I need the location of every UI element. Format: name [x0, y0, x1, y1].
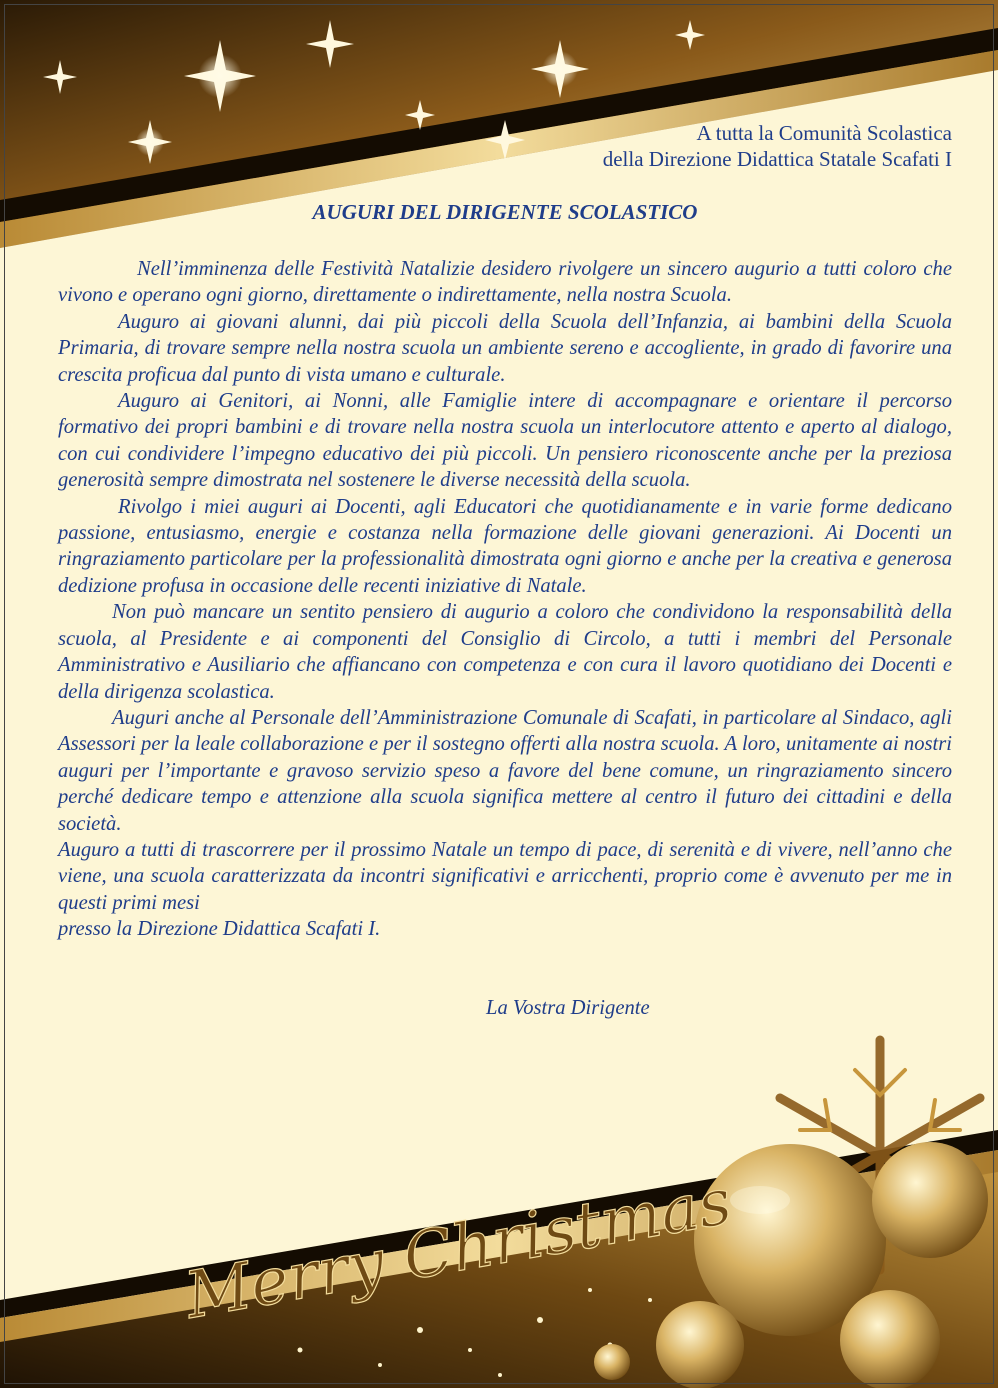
letter-body: [58, 256, 952, 1021]
letter-paragraph: Non può mancare un sentito pensiero di augurio a coloro che condividono la responsabilità della scuola, al Presidente e ai componenti del Consiglio di Circolo, a tutti i membri del Personale Amministrativo e Ausiliario che affiancano con competenza e con cura il lavoro quotidiano dei Docenti e della dirigenza scolastica.: [58, 601, 952, 703]
letter-paragraph: Auguro ai giovani alunni, dai più piccoli della Scuola dell’Infanzia, ai bambini della Scuola Primaria, di trovare sempre nella nostra scuola un ambiente sereno e accogliente, in grado di favorire una crescita proficua dal punto di vista umano e culturale.: [58, 310, 952, 386]
letter-paragraph: Rivolgo i miei auguri ai Docenti, agli Educatori che quotidianamente e in varie forme dedicano passione, entusiasmo, energie e costanza nella formazione delle giovani generazioni. Ai Docenti un ringraziamento particolare per la professionalità dimostrata ogni giorno e anche per la creativa e generosa dedizione profusa in occasione delle recenti iniziative di Natale.: [58, 495, 952, 597]
letter-paragraph: presso la Direzione Didattica Scafati I.: [58, 918, 381, 941]
signature: La Vostra Dirigente: [486, 996, 650, 1019]
letter-title: AUGURI DEL DIRIGENTE SCOLASTICO: [312, 200, 698, 224]
letter-paragraph: Auguro a tutti di trascorrere per il prossimo Natale un tempo di pace, di serenità e di vivere, nell’anno che viene, una scuola caratterizzata da incontri significativi e arricchenti, proprio come è avvenuto per me in questi primi mesi: [58, 838, 952, 914]
addressee-line: A tutta la Comunità Scolastica: [696, 121, 952, 145]
addressee-line: della Direzione Didattica Statale Scafati I: [602, 147, 952, 171]
letter-paragraph: Auguro ai Genitori, ai Nonni, alle Famiglie intere di accompagnare e orientare il percorso formativo dei propri bambini e di trovare nella nostra scuola un interlocutore attento e aperto al dialogo, con cui condividere l’impegno educativo dei più piccoli. Un pensiero riconoscente anche per la preziosa generosità sempre dimostrata nel sostenere le diverse necessità della scuola.: [58, 390, 952, 492]
letter-paragraph: Nell’imminenza delle Festività Natalizie desidero rivolgere un sincero augurio a tutti coloro che vivono e operano ogni giorno, direttamente o indirettamente, nella nostra Scuola.: [58, 258, 952, 307]
addressee-block: [603, 120, 952, 172]
merry-christmas-script: Merry Christmas: [179, 1164, 737, 1334]
letter-paragraph: Auguri anche al Personale dell’Amministrazione Comunale di Scafati, in particolare al Sindaco, agli Assessori per la leale collaborazione e per il sostegno offerti alla nostra scuola. A loro, unitamente ai nostri auguri per l’importante e gravoso servizio speso a favore del bene comune, un ringraziamento sincero perché dedicare tempo e attenzione alla scuola significa mettere al centro il futuro dei cittadini e della società.: [58, 706, 952, 835]
